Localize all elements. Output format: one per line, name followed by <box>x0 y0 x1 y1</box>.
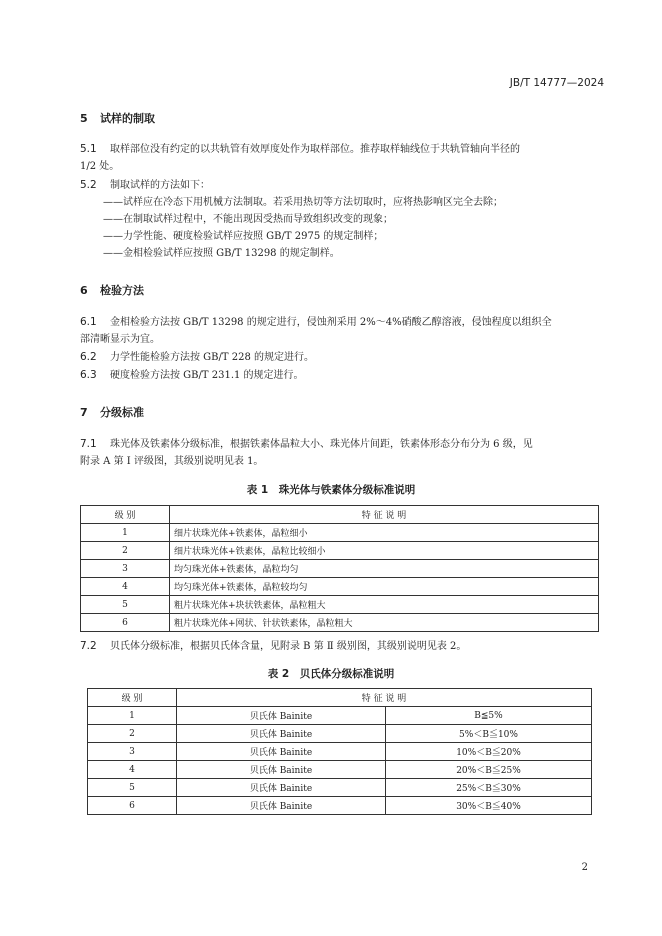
section-number: 6 <box>80 284 88 297</box>
table-row <box>88 743 592 761</box>
clause-6-3 <box>80 367 304 384</box>
structure-cell: 贝氏体 Bainite <box>177 779 386 797</box>
grade-cell: 6 <box>88 797 177 815</box>
table-row <box>81 524 599 542</box>
clause-number: 7.1 <box>80 438 97 450</box>
page-number: 2 <box>581 862 588 873</box>
structure-cell: 贝氏体 Bainite <box>177 743 386 761</box>
column-header-description: 特 征 说 明 <box>170 506 599 524</box>
clause-number: 6.1 <box>80 316 97 328</box>
clause-number: 6.3 <box>80 369 97 381</box>
grade-cell: 1 <box>81 524 170 542</box>
grade-cell: 1 <box>88 707 177 725</box>
description-cell: 细片状珠光体+铁素体，晶粒细小 <box>170 524 599 542</box>
column-header-grade: 级 别 <box>88 689 177 707</box>
clause-7-1-continued: 附录 A 第 Ⅰ 评级图，其级别说明见表 1。 <box>80 456 264 467</box>
dash-item: ——试样应在冷态下用机械方法制取。若采用热切等方法切取时，应将热影响区完全去除； <box>103 197 503 208</box>
content-cell: B≦5% <box>386 707 592 725</box>
grade-cell: 5 <box>88 779 177 797</box>
table-2 <box>87 688 592 815</box>
dash-item: ——金相检验试样应按照 GB/T 13298 的规定制样。 <box>103 248 340 259</box>
column-header-description: 特 征 说 明 <box>177 689 592 707</box>
table-2-caption: 表 2 贝氏体分级标准说明 <box>267 668 395 680</box>
grade-cell: 4 <box>81 578 170 596</box>
section-title: 试样的制取 <box>100 112 155 125</box>
column-header-grade: 级 别 <box>81 506 170 524</box>
table-row <box>88 761 592 779</box>
clause-7-1 <box>80 436 533 453</box>
clause-6-1-continued: 部清晰显示为宜。 <box>80 334 160 345</box>
dash-item: ——在制取试样过程中，不能出现因受热而导致组织改变的现象； <box>103 214 393 225</box>
description-cell: 均匀珠光体+铁素体，晶粒均匀 <box>170 560 599 578</box>
description-cell: 粗片状珠光体+网状、针状铁素体，晶粒粗大 <box>170 614 599 632</box>
clause-text: 制取试样的方法如下： <box>110 180 210 191</box>
grade-cell: 6 <box>81 614 170 632</box>
clause-5-2 <box>80 177 210 194</box>
structure-cell: 贝氏体 Bainite <box>177 707 386 725</box>
grade-cell: 5 <box>81 596 170 614</box>
content-cell: 5%＜B≦10% <box>386 725 592 743</box>
standard-code: JB/T 14777—2024 <box>509 77 604 89</box>
content-cell: 20%＜B≦25% <box>386 761 592 779</box>
clause-number: 7.2 <box>80 640 97 652</box>
table-row <box>81 560 599 578</box>
content-cell: 30%＜B≦40% <box>386 797 592 815</box>
section-7-heading <box>80 404 144 420</box>
section-number: 5 <box>80 112 88 125</box>
clause-text: 力学性能检验方法按 GB/T 228 的规定进行。 <box>110 352 314 363</box>
clause-text: 金相检验方法按 GB/T 13298 的规定进行，侵蚀剂采用 2%～4%硝酸乙醇溶液，侵蚀程度以组织全 <box>110 317 552 328</box>
section-5-heading <box>80 110 155 126</box>
table-row <box>81 614 599 632</box>
grade-cell: 4 <box>88 761 177 779</box>
grade-cell: 2 <box>81 542 170 560</box>
table-header-row <box>81 506 599 524</box>
clause-6-2 <box>80 349 314 366</box>
structure-cell: 贝氏体 Bainite <box>177 725 386 743</box>
clause-text: 取样部位没有约定的以共轨管有效厚度处作为取样部位。推荐取样轴线位于共轨管轴向半径的 <box>110 144 520 155</box>
table-header-row <box>88 689 592 707</box>
clause-number: 6.2 <box>80 351 97 363</box>
section-number: 7 <box>80 406 88 419</box>
content-cell: 25%＜B≦30% <box>386 779 592 797</box>
structure-cell: 贝氏体 Bainite <box>177 761 386 779</box>
table-row <box>88 779 592 797</box>
clause-text: 硬度检验方法按 GB/T 231.1 的规定进行。 <box>110 370 304 381</box>
description-cell: 均匀珠光体+铁素体，晶粒较均匀 <box>170 578 599 596</box>
clause-5-1-continued: 1/2 处。 <box>80 161 120 172</box>
grade-cell: 3 <box>88 743 177 761</box>
dash-item: ——力学性能、硬度检验试样应按照 GB/T 2975 的规定制样； <box>103 231 384 242</box>
section-6-heading <box>80 282 144 298</box>
content-cell: 10%＜B≦20% <box>386 743 592 761</box>
table-1 <box>80 505 599 632</box>
clause-5-1 <box>80 141 520 158</box>
clause-number: 5.2 <box>80 179 97 191</box>
table-1-caption: 表 1 珠光体与铁素体分级标准说明 <box>246 484 416 496</box>
grade-cell: 2 <box>88 725 177 743</box>
clause-6-1 <box>80 314 552 331</box>
grade-cell: 3 <box>81 560 170 578</box>
clause-7-2 <box>80 638 466 655</box>
table-row <box>81 596 599 614</box>
description-cell: 细片状珠光体+铁素体，晶粒比较细小 <box>170 542 599 560</box>
clause-number: 5.1 <box>80 143 97 155</box>
table-row <box>81 542 599 560</box>
clause-text: 贝氏体分级标准，根据贝氏体含量，见附录 B 第 Ⅱ 级别图，其级别说明见表 2。 <box>110 641 467 652</box>
table-row <box>88 707 592 725</box>
table-row <box>88 725 592 743</box>
table-row <box>81 578 599 596</box>
clause-text: 珠光体及铁素体分级标准，根据铁素体晶粒大小、珠光体片间距，铁素体形态分布分为 6 级，见 <box>110 439 533 450</box>
section-title: 检验方法 <box>100 284 144 297</box>
description-cell: 粗片状珠光体+块状铁素体，晶粒粗大 <box>170 596 599 614</box>
table-row <box>88 797 592 815</box>
section-title: 分级标准 <box>100 406 144 419</box>
structure-cell: 贝氏体 Bainite <box>177 797 386 815</box>
